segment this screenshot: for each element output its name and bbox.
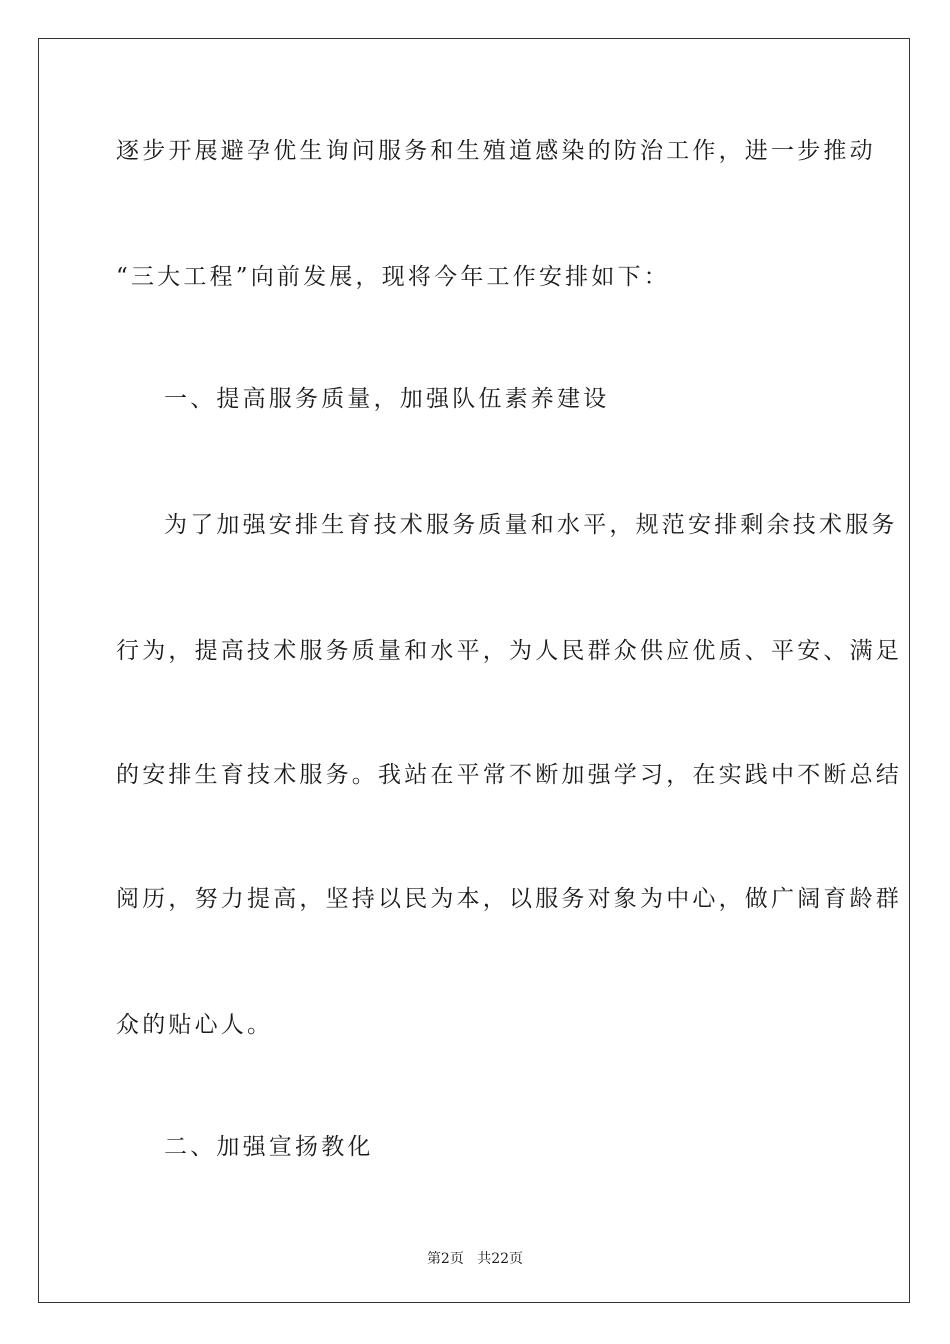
body-line-6: 阅历，努力提高，坚持以民为本，以服务对象为中心，做广阔育龄群 xyxy=(116,886,902,912)
page-frame xyxy=(38,38,910,1303)
body-line-5: 的安排生育技术服务。我站在平常不断加强学习，在实践中不断总结 xyxy=(116,762,902,788)
body-line-7: 众的贴心人。 xyxy=(116,1012,274,1038)
body-line-4: 行为，提高技术服务质量和水平，为人民群众供应优质、平安、满足 xyxy=(116,638,902,664)
page-number: 第2页 xyxy=(426,1251,464,1267)
body-line-2: “三大工程”向前发展，现将今年工作安排如下： xyxy=(116,264,670,290)
section-heading-2: 二、加强宣扬教化 xyxy=(164,1134,374,1160)
section-heading-1: 一、提高服务质量，加强队伍素养建设 xyxy=(164,386,610,412)
page-footer xyxy=(0,1248,950,1268)
body-line-1: 逐步开展避孕优生询问服务和生殖道感染的防治工作，进一步推动 xyxy=(116,138,876,164)
body-line-3: 为了加强安排生育技术服务质量和水平，规范安排剩余技术服务 xyxy=(164,512,898,538)
total-pages: 共22页 xyxy=(477,1251,524,1267)
